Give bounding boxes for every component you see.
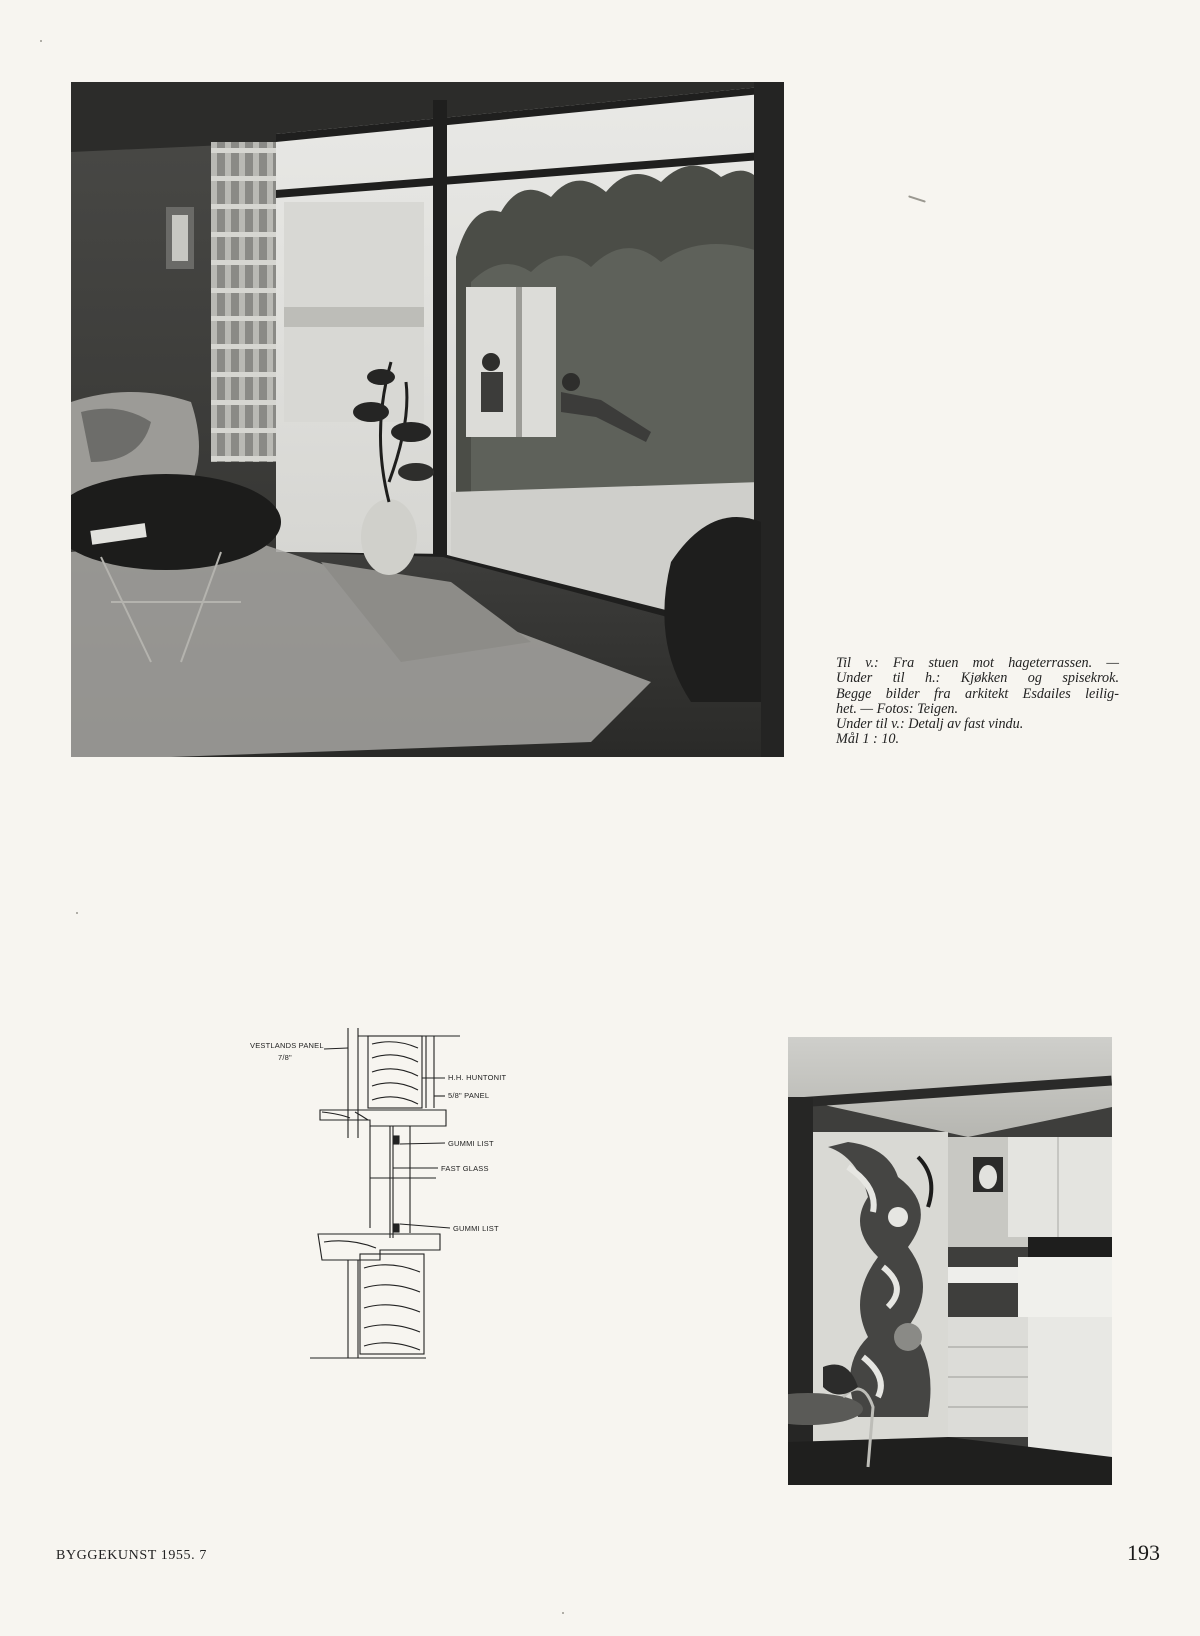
label-gummi-list-bottom: GUMMI LIST (453, 1224, 499, 1233)
photo-caption (836, 656, 1119, 748)
label-fast-glass: FAST GLASS (441, 1164, 489, 1173)
kitchen-photo (788, 1037, 1112, 1485)
caption-line: Til v.: Fra stuen mot hageterrassen. — (836, 655, 1119, 671)
page-number: 193 (1127, 1540, 1160, 1565)
caption-line: het. — Fotos: Teigen. (836, 700, 959, 717)
label-panel: 5/8" PANEL (448, 1091, 490, 1100)
caption-line: Mål 1 : 10. (836, 731, 900, 748)
label-gummi-list-top: GUMMI LIST (448, 1139, 494, 1148)
caption-line: Under til h.: Kjøkken og spisekrok. (836, 670, 1119, 687)
window-detail-drawing (250, 1028, 550, 1368)
caption-line: Under til v.: Detalj av fast vindu. (836, 716, 1024, 733)
journal-footer: BYGGEKUNST 1955. 7 (56, 1548, 207, 1563)
living-room-photo (71, 82, 784, 757)
label-vestlands-panel: VESTLANDS PANEL (250, 1041, 324, 1050)
caption-line: Begge bilder fra arkitekt Esdailes leilig- (836, 685, 1119, 702)
label-huntonit: H.H. HUNTONIT (448, 1073, 507, 1082)
label-vestlands-panel-size: 7/8" (278, 1053, 292, 1062)
